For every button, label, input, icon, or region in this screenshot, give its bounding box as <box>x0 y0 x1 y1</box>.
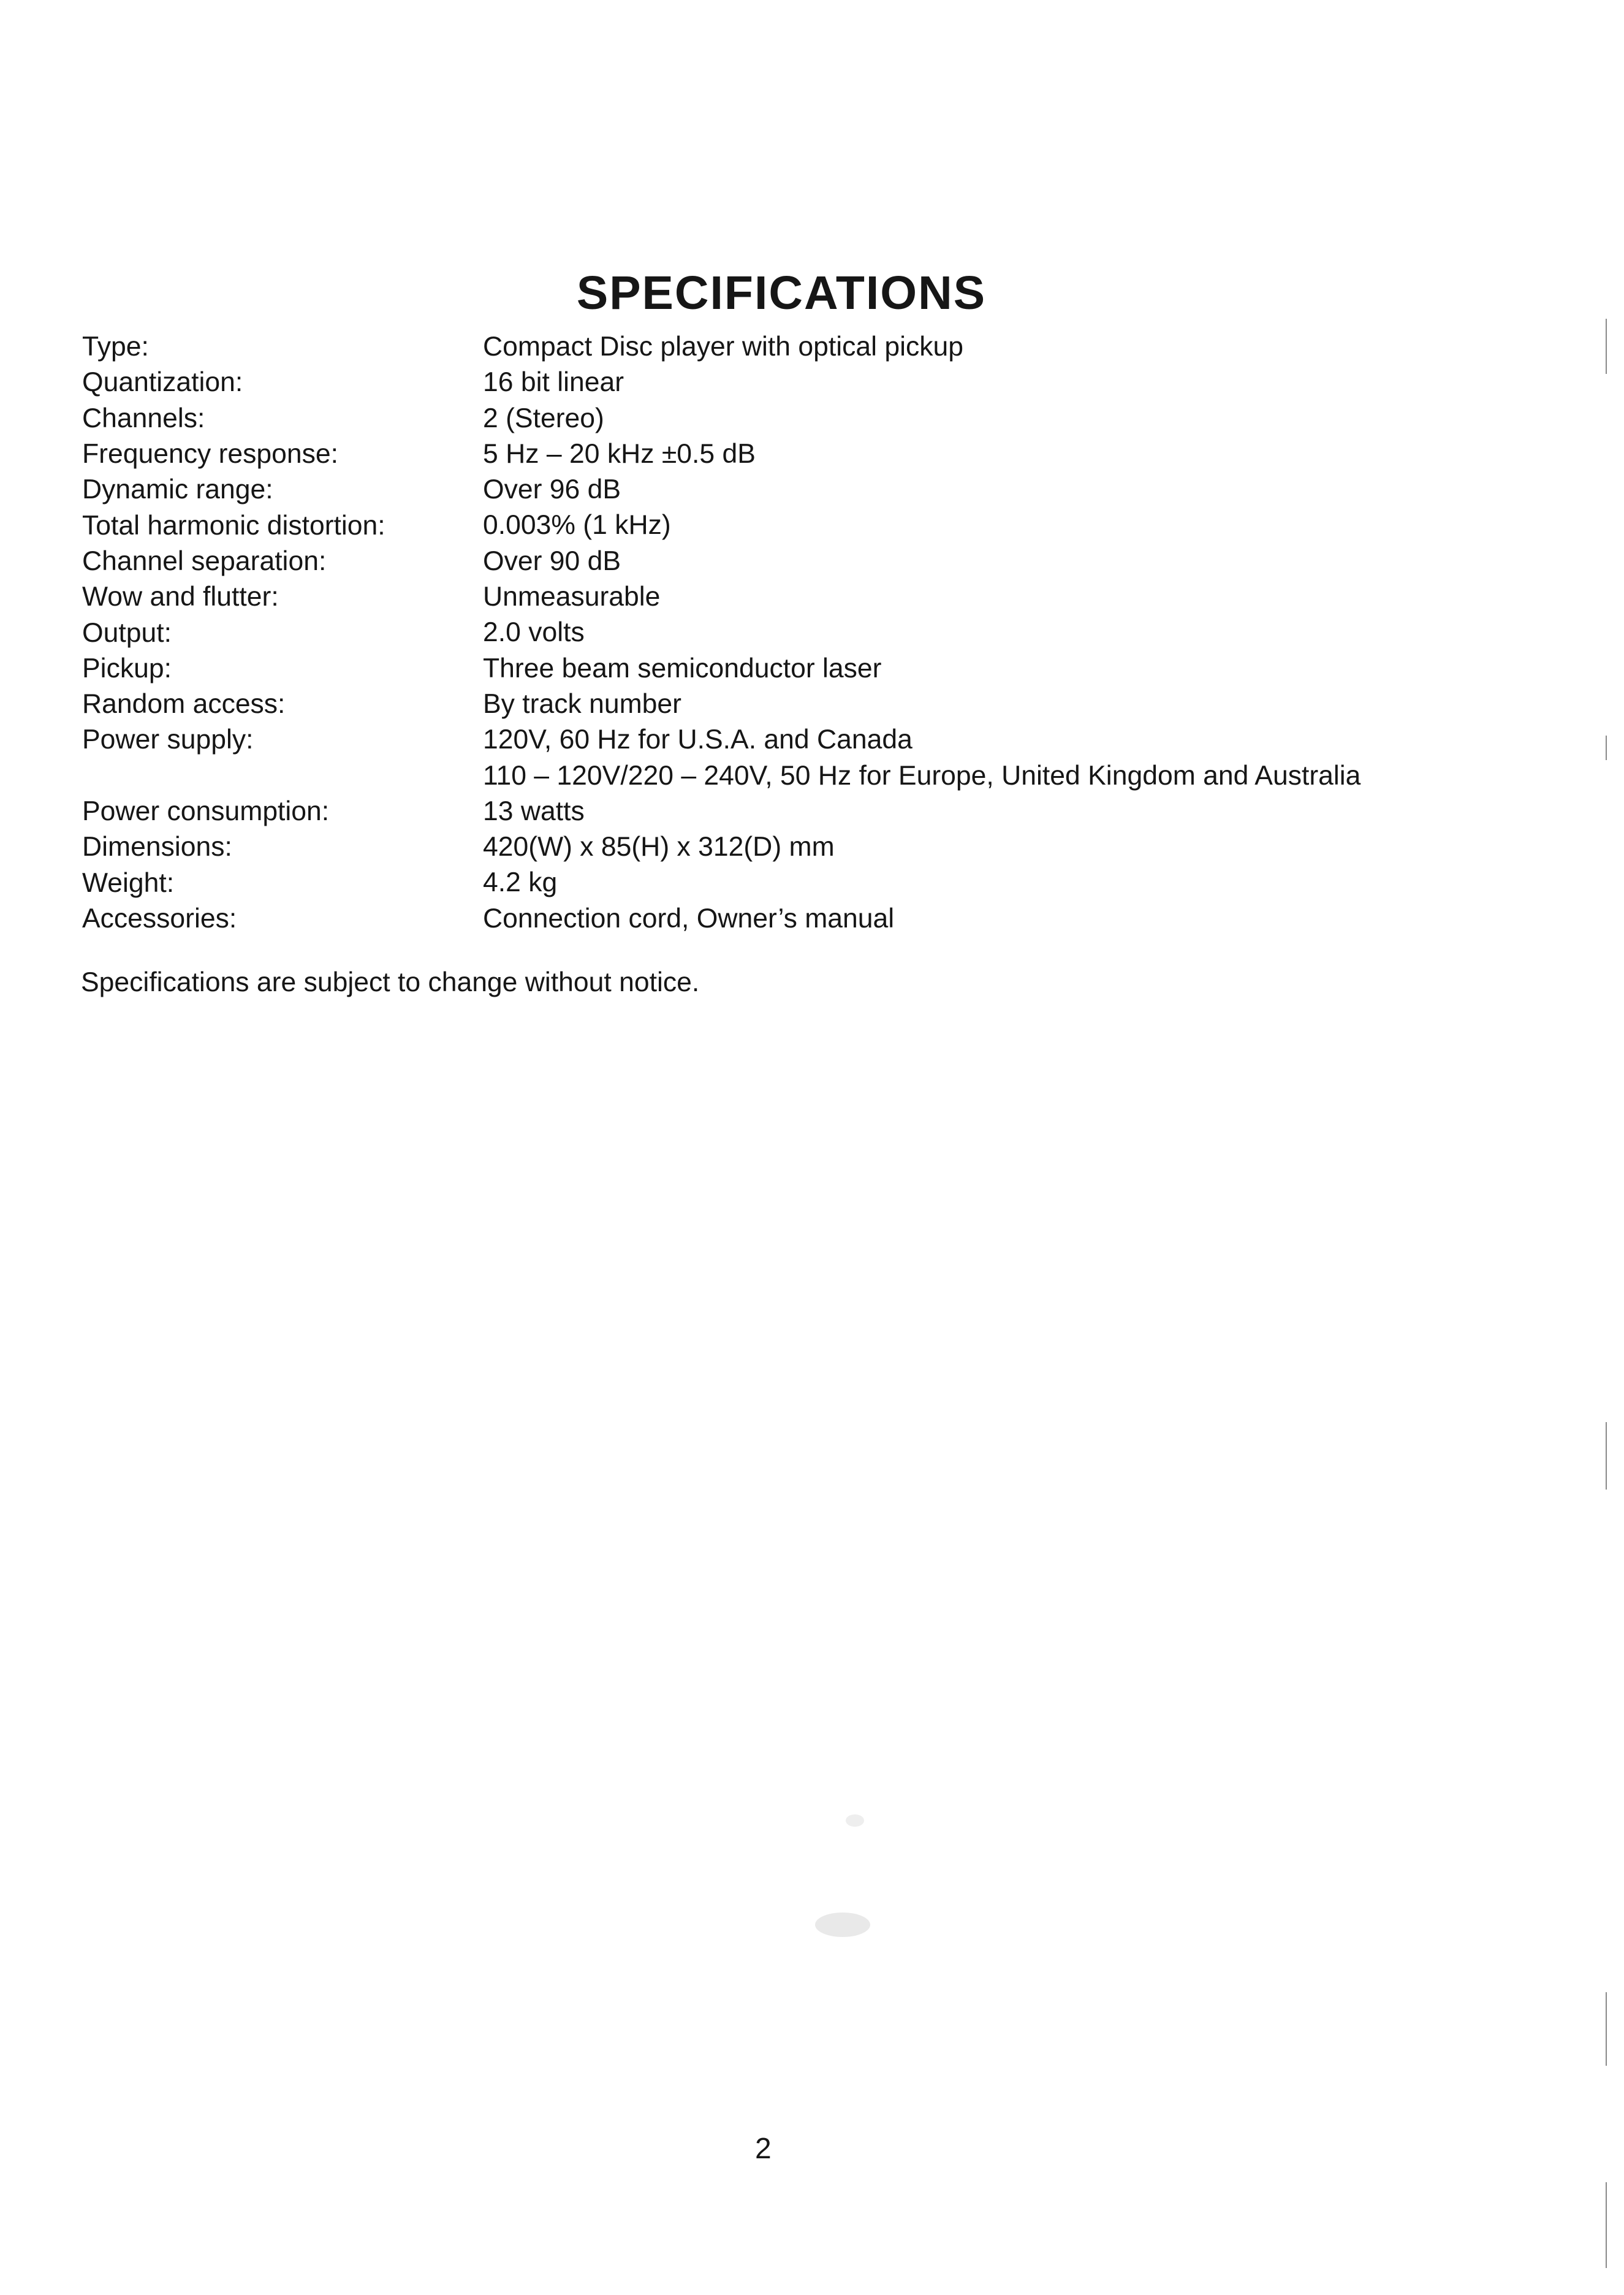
spec-values <box>483 579 660 615</box>
spec-row <box>82 901 1360 937</box>
spec-row <box>82 508 1360 543</box>
spec-row <box>82 687 1360 722</box>
spec-values <box>483 794 585 829</box>
spec-value: 5 Hz – 20 kHz ±0.5 dB <box>483 438 756 469</box>
spec-label: Dimensions: <box>82 832 232 862</box>
spec-values <box>483 829 835 865</box>
spec-label: Random access: <box>82 689 286 720</box>
spec-values <box>483 687 681 722</box>
spec-label: Output: <box>82 617 172 648</box>
spec-row <box>82 401 1360 436</box>
scan-speckle <box>846 1814 864 1827</box>
spec-label: Frequency response: <box>82 439 339 470</box>
spec-row <box>82 722 1360 794</box>
spec-value: 4.2 kg <box>483 867 558 898</box>
page-number: 2 <box>755 2133 772 2165</box>
spec-value: 16 bit linear <box>483 367 624 398</box>
spec-value: Compact Disc player with optical pickup <box>483 332 964 362</box>
spec-values <box>483 401 604 436</box>
spec-value: Over 96 dB <box>483 474 621 505</box>
spec-value: 13 watts <box>483 796 585 826</box>
spec-values <box>483 901 894 937</box>
spec-values <box>483 329 963 365</box>
spec-row <box>82 579 1360 615</box>
page-title: SPECIFICATIONS <box>576 266 987 319</box>
spec-label: Power supply: <box>82 725 254 755</box>
spec-value: Connection cord, Owner’s manual <box>483 903 895 934</box>
spec-label: Quantization: <box>82 367 243 398</box>
spec-value: 420(W) x 85(H) x 312(D) mm <box>483 832 835 862</box>
spec-label: Total harmonic distortion: <box>82 510 385 541</box>
spec-label: Dynamic range: <box>82 474 273 505</box>
spec-value: 0.003% (1 kHz) <box>483 510 671 541</box>
spec-table <box>82 329 1360 937</box>
spec-row <box>82 365 1360 400</box>
spec-values <box>483 544 621 579</box>
spec-label: Pickup: <box>82 653 172 683</box>
spec-row <box>82 544 1360 579</box>
spec-label: Wow and flutter: <box>82 582 279 612</box>
spec-row <box>82 472 1360 508</box>
spec-row <box>82 865 1360 900</box>
notice-text: Specifications are subject to change without notice. <box>81 967 700 997</box>
spec-values <box>483 722 1360 794</box>
spec-values <box>483 651 882 687</box>
spec-values <box>483 865 557 900</box>
spec-label: Power consumption: <box>82 796 330 826</box>
spec-row <box>82 329 1360 365</box>
spec-value: 2 (Stereo) <box>483 403 604 433</box>
spec-value: Over 90 dB <box>483 546 621 576</box>
spec-values <box>483 365 624 400</box>
spec-values <box>483 472 621 508</box>
spec-label: Channel separation: <box>82 546 327 576</box>
scan-edge-mark <box>1606 2182 1607 2268</box>
spec-value: 110 – 120V/220 – 240V, 50 Hz for Europe, United Kingdom and Australia <box>483 760 1361 791</box>
scan-edge-mark <box>1606 319 1607 374</box>
scan-edge-mark <box>1606 1992 1607 2066</box>
scan-speckle <box>815 1913 870 1937</box>
spec-label: Type: <box>82 332 149 362</box>
spec-value: 120V, 60 Hz for U.S.A. and Canada <box>483 725 913 755</box>
spec-values <box>483 615 585 650</box>
spec-value: By track number <box>483 688 681 719</box>
spec-values <box>483 508 671 543</box>
spec-label: Channels: <box>82 403 205 433</box>
spec-label: Weight: <box>82 867 175 898</box>
spec-values <box>483 436 756 472</box>
scan-edge-mark <box>1606 736 1607 760</box>
spec-row <box>82 615 1360 650</box>
spec-value: Unmeasurable <box>483 582 661 612</box>
spec-row <box>82 436 1360 472</box>
spec-value: 2.0 volts <box>483 617 585 648</box>
scan-edge-mark <box>1606 1422 1607 1490</box>
spec-row <box>82 651 1360 687</box>
spec-row <box>82 794 1360 829</box>
spec-value: Three beam semiconductor laser <box>483 653 882 683</box>
spec-row <box>82 829 1360 865</box>
spec-label: Accessories: <box>82 903 237 934</box>
